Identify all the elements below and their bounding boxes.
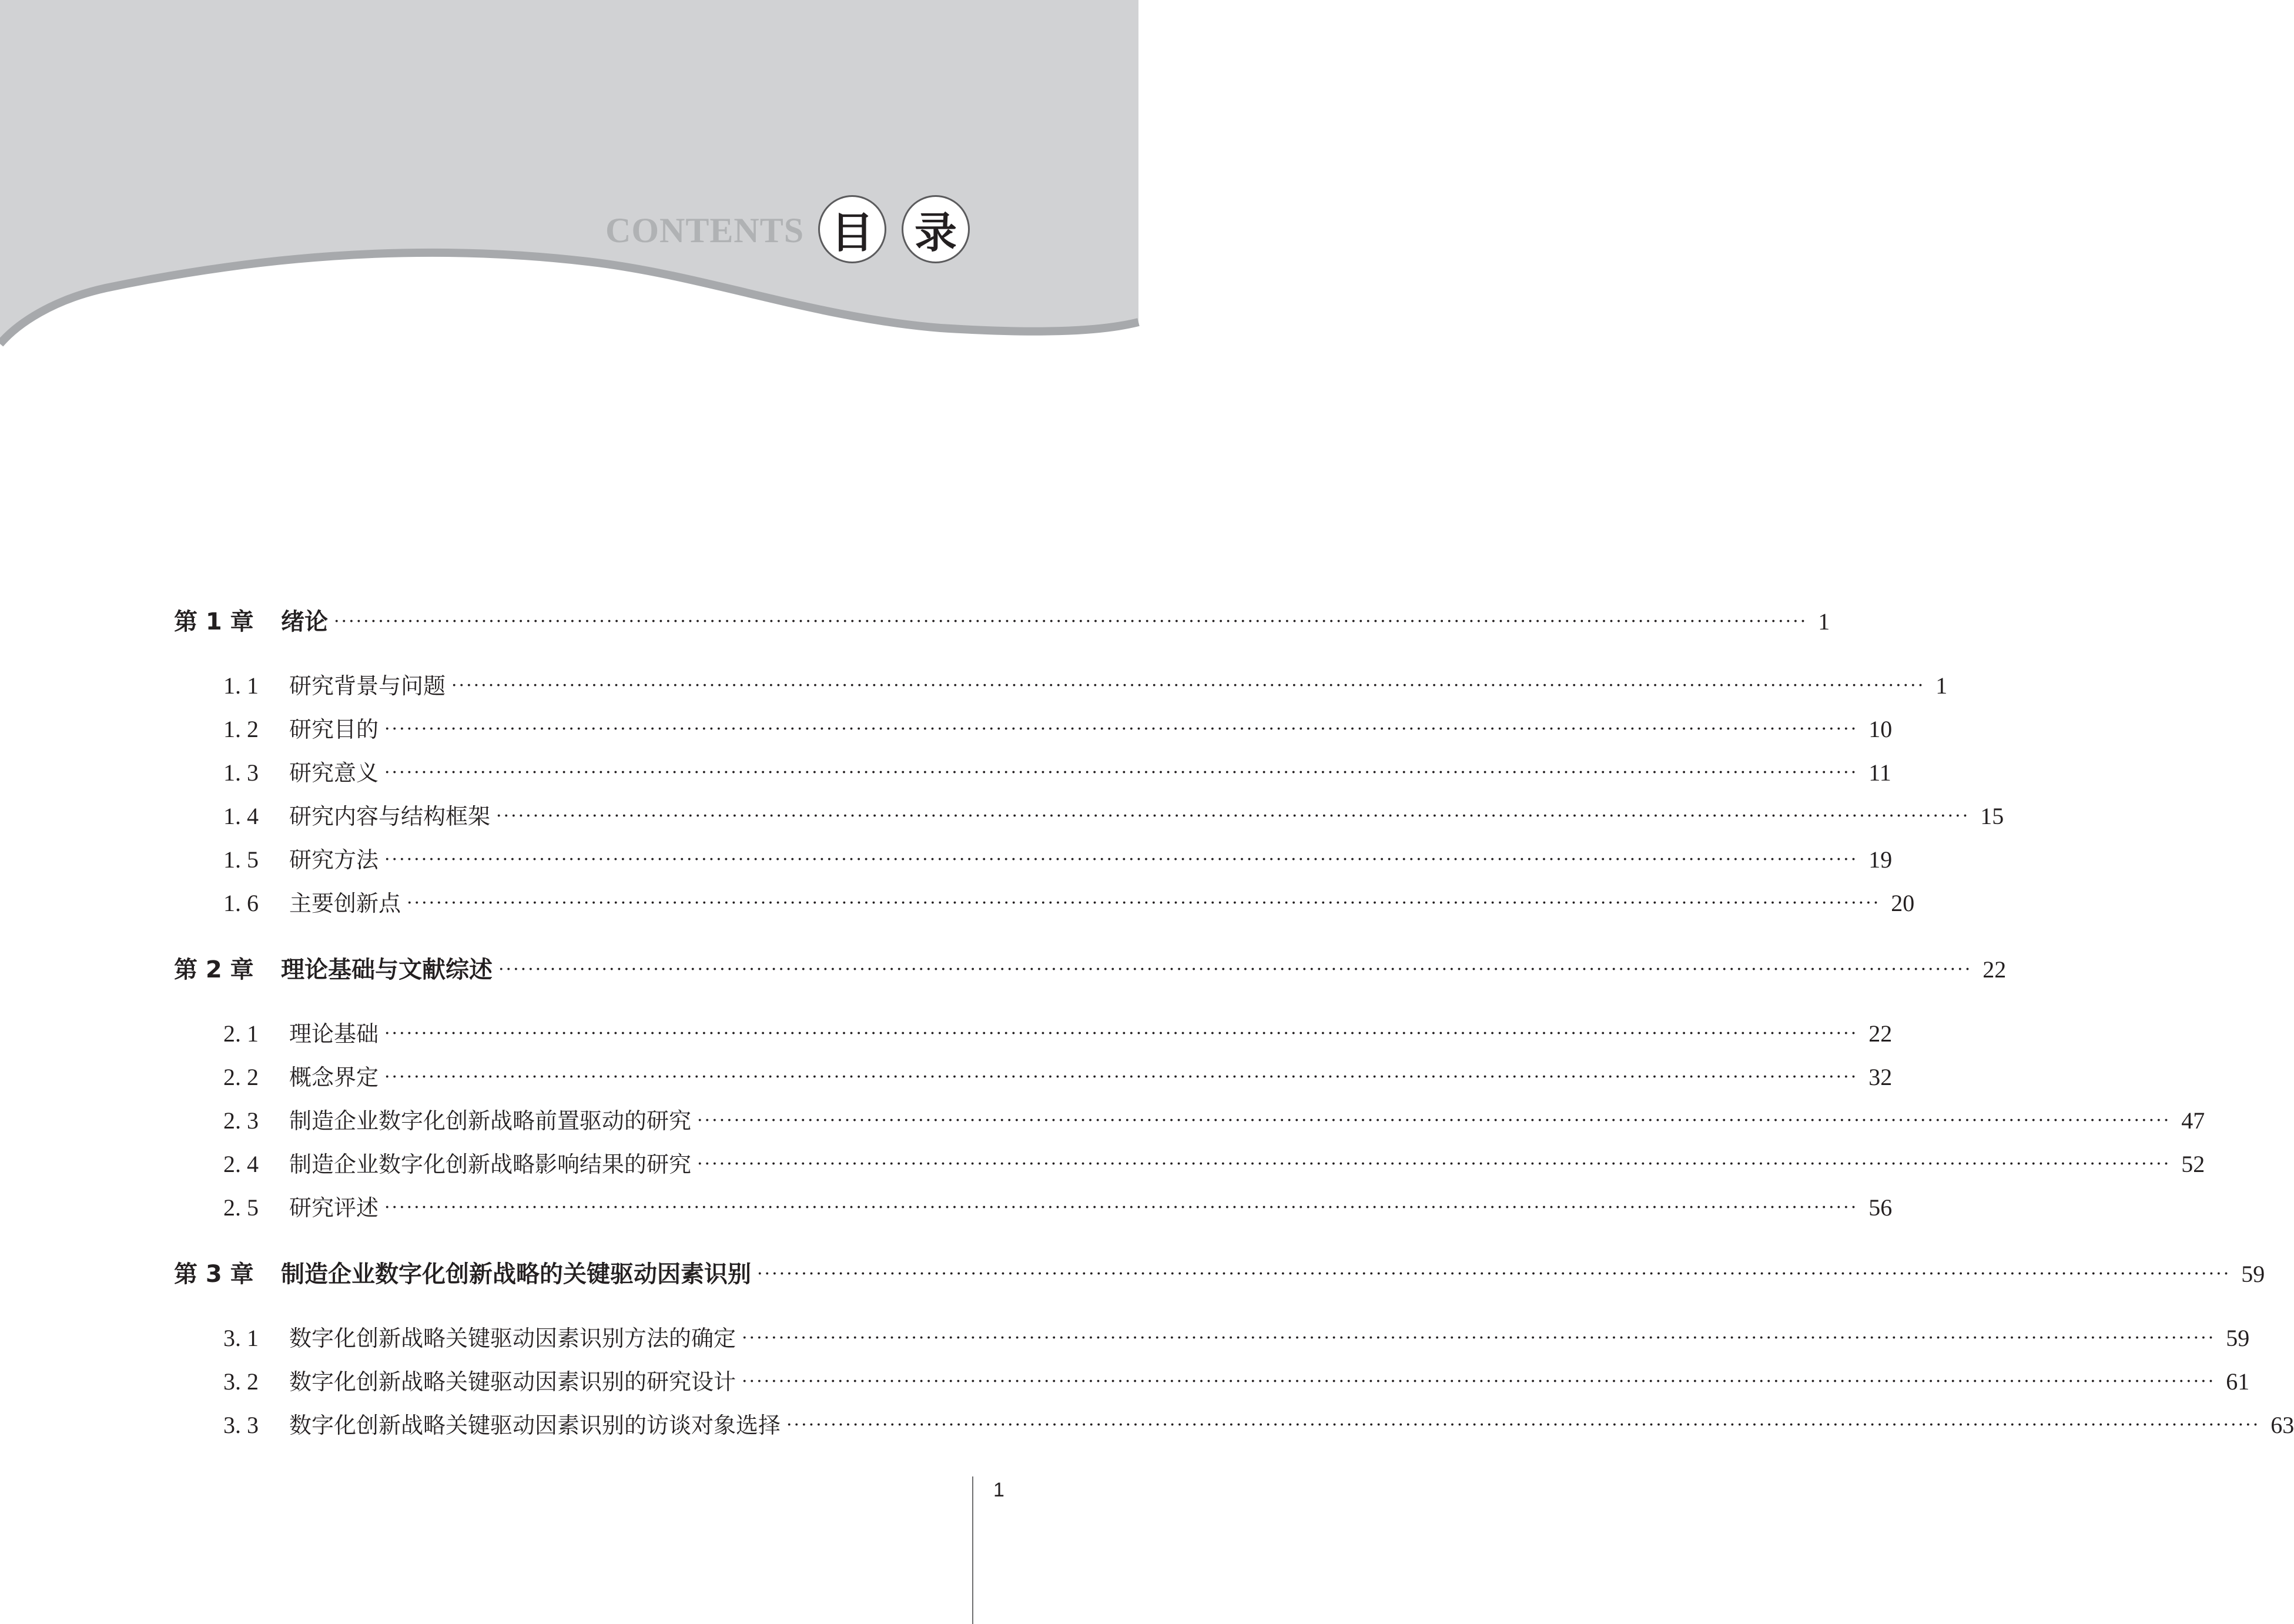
page-folio: 1 — [993, 1479, 1004, 1501]
toc-section-2-1[interactable] — [223, 1016, 1893, 1048]
section-title: 研究方法 — [289, 847, 379, 873]
header-band-fill — [0, 0, 1138, 344]
section-number: 1. 1 — [223, 672, 259, 699]
toc-chapter-3[interactable] — [174, 1255, 2265, 1289]
dot-leader: ········································································································································································································ — [384, 719, 1858, 739]
toc-chapter-1[interactable] — [174, 603, 1830, 637]
section-number: 2. 2 — [223, 1064, 259, 1090]
dot-leader: ········································································································································································································ — [384, 849, 1858, 870]
section-title: 数字化创新战略关键驱动因素识别的研究设计 — [289, 1369, 736, 1395]
dot-leader: ········································································································································································································ — [498, 959, 1972, 980]
toc-chapter-2[interactable] — [174, 951, 2007, 985]
section-number: 3. 1 — [223, 1325, 259, 1351]
section-title: 研究意义 — [289, 760, 379, 786]
page-number: 61 — [2226, 1368, 2250, 1395]
toc-section-2-3[interactable] — [223, 1103, 2205, 1135]
toc-section-1-2[interactable] — [223, 711, 1893, 744]
title-char-lu: 录 — [914, 208, 957, 257]
section-number: 2. 5 — [223, 1194, 259, 1221]
section-title: 概念界定 — [289, 1064, 379, 1090]
title-char-mu: 目 — [830, 208, 873, 257]
footer-rule — [972, 1476, 973, 1624]
toc-section-2-2[interactable] — [223, 1059, 1893, 1091]
toc-section-1-6[interactable] — [223, 885, 1915, 918]
toc-section-1-5[interactable] — [223, 842, 1893, 874]
section-number: 1. 2 — [223, 716, 259, 742]
dot-leader: ········································································································································································································ — [742, 1371, 2216, 1392]
page-number: 15 — [1980, 803, 2004, 829]
page-number: 59 — [2226, 1325, 2250, 1351]
section-title: 研究评述 — [289, 1195, 379, 1221]
toc-section-2-5[interactable] — [223, 1190, 1893, 1222]
page-number: 11 — [1868, 759, 1891, 786]
toc-section-1-1[interactable] — [223, 668, 1948, 700]
section-title: 研究目的 — [289, 716, 379, 742]
page-number: 1 — [1935, 672, 1948, 699]
page-number: 10 — [1868, 716, 1893, 742]
section-number: 2. 4 — [223, 1151, 259, 1177]
dot-leader: ········································································································································································································ — [496, 806, 1970, 826]
chapter-title: 绪论 — [281, 608, 328, 635]
dot-leader: ········································································································································································································ — [697, 1110, 2171, 1131]
page-number: 52 — [2181, 1151, 2205, 1177]
toc-section-1-4[interactable] — [223, 798, 2004, 831]
section-number: 3. 3 — [223, 1412, 259, 1438]
section-title: 制造企业数字化创新战略影响结果的研究 — [289, 1151, 692, 1177]
toc-section-3-3[interactable] — [223, 1407, 2294, 1439]
dot-leader: ········································································································································································································ — [407, 893, 1881, 913]
page-number: 1 — [1818, 608, 1830, 635]
section-number: 1. 5 — [223, 846, 259, 873]
header-band — [0, 0, 1138, 353]
page-number: 56 — [1868, 1194, 1893, 1221]
dot-leader: ········································································································································································································ — [384, 1067, 1858, 1087]
toc-section-3-1[interactable] — [223, 1320, 2250, 1352]
dot-leader: ········································································································································································································ — [697, 1154, 2171, 1174]
section-title: 理论基础 — [289, 1021, 379, 1047]
section-title: 研究内容与结构框架 — [289, 803, 491, 829]
chapter-title: 制造企业数字化创新战略的关键驱动因素识别 — [281, 1261, 751, 1288]
dot-leader: ········································································································································································································ — [334, 611, 1808, 632]
page-number: 19 — [1868, 846, 1893, 873]
page-number: 59 — [2241, 1261, 2265, 1287]
dot-leader: ········································································································································································································ — [384, 1023, 1858, 1044]
title-char-circle-lu — [902, 195, 970, 263]
section-title: 数字化创新战略关键驱动因素识别的访谈对象选择 — [289, 1412, 781, 1438]
dot-leader: ········································································································································································································ — [451, 675, 1925, 696]
page-number: 22 — [1982, 956, 2007, 983]
toc-section-3-2[interactable] — [223, 1364, 2250, 1396]
toc-section-2-4[interactable] — [223, 1146, 2205, 1178]
page-number: 47 — [2181, 1107, 2205, 1134]
page-number: 32 — [1868, 1064, 1893, 1090]
section-number: 1. 3 — [223, 759, 259, 786]
section-title: 数字化创新战略关键驱动因素识别方法的确定 — [289, 1325, 736, 1351]
dot-leader: ········································································································································································································ — [786, 1415, 2260, 1435]
chapter-title: 理论基础与文献综述 — [281, 956, 493, 983]
contents-heading-en: CONTENTS — [605, 211, 805, 250]
section-number: 1. 4 — [223, 803, 259, 829]
chapter-label: 第 1 章 — [174, 608, 254, 635]
chapter-label: 第 2 章 — [174, 956, 254, 983]
section-number: 2. 3 — [223, 1107, 259, 1134]
dot-leader: ········································································································································································································ — [757, 1264, 2231, 1284]
page-number: 63 — [2270, 1412, 2294, 1438]
toc-section-1-3[interactable] — [223, 755, 1891, 787]
chapter-label: 第 3 章 — [174, 1261, 254, 1288]
section-number: 3. 2 — [223, 1368, 259, 1395]
dot-leader: ········································································································································································································ — [742, 1328, 2216, 1348]
title-char-circle-mu — [818, 195, 886, 263]
section-title: 制造企业数字化创新战略前置驱动的研究 — [289, 1108, 692, 1134]
dot-leader: ········································································································································································································ — [384, 762, 1858, 783]
section-number: 2. 1 — [223, 1020, 259, 1047]
section-title: 研究背景与问题 — [289, 673, 446, 699]
section-number: 1. 6 — [223, 890, 259, 916]
page-number: 20 — [1891, 890, 1915, 916]
page-number: 22 — [1868, 1020, 1893, 1047]
section-title: 主要创新点 — [289, 890, 401, 916]
dot-leader: ········································································································································································································ — [384, 1197, 1858, 1218]
